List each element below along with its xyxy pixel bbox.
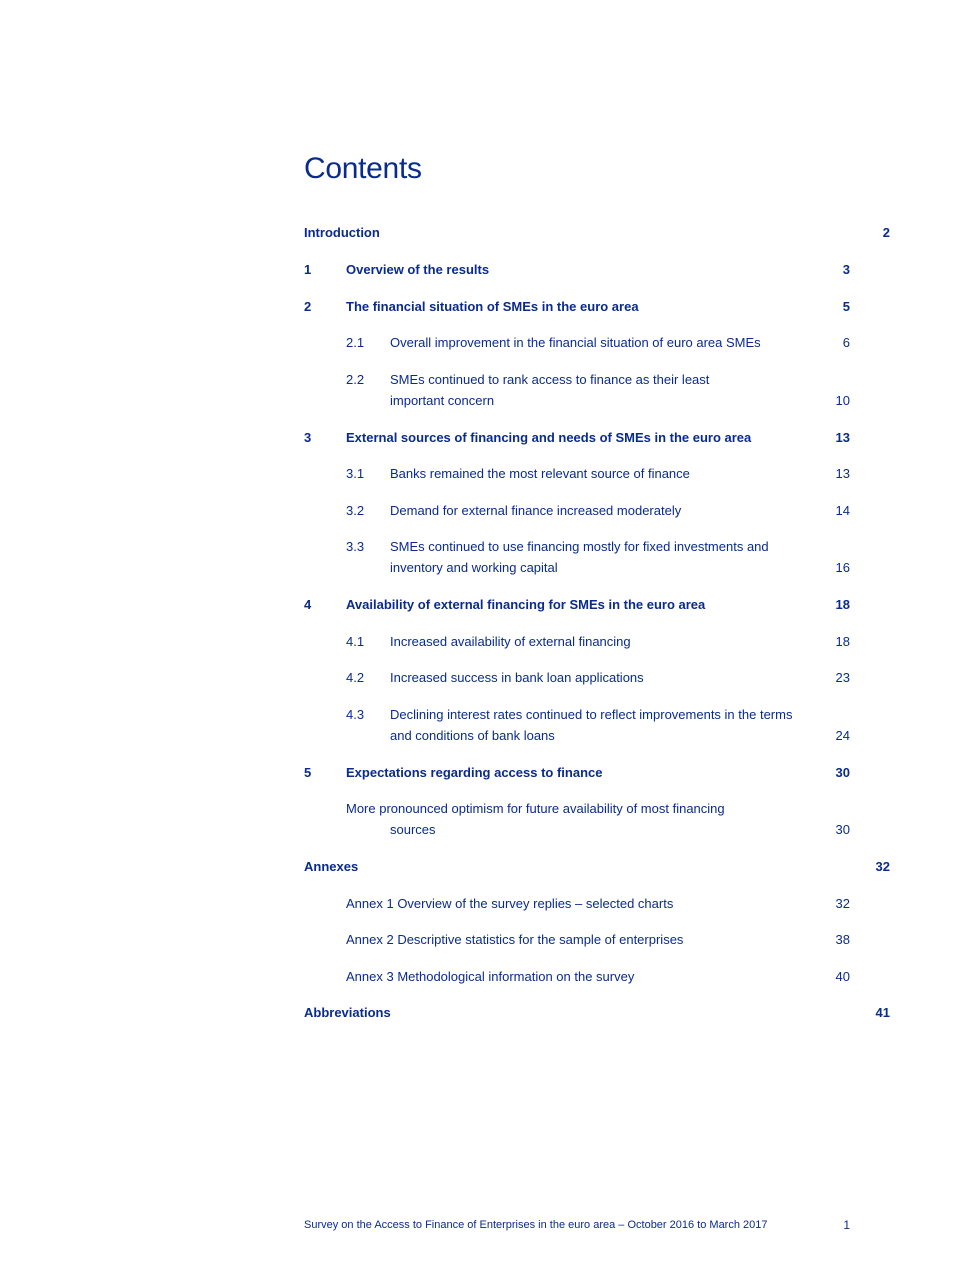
toc-label: Abbreviations [304,1005,391,1020]
toc-page: 14 [835,503,850,518]
toc-item-section-4-1[interactable] [304,631,850,652]
toc-item-annex-2[interactable] [304,929,850,950]
toc-page: 18 [835,634,850,649]
toc-page: 13 [835,430,850,445]
toc-number: 4.1 [346,634,365,649]
toc-number: 3.3 [346,539,365,554]
toc-number: 1 [304,262,312,277]
toc-item-section-2-2[interactable] [304,369,850,411]
toc-item-annexes[interactable] [304,856,890,877]
toc-label: Availability of external financing for SMEs in the euro area [346,597,706,612]
toc-item-section-3-3[interactable] [304,536,850,578]
toc-item-section-3-1[interactable] [304,463,850,484]
toc-item-abbreviations[interactable] [304,1002,890,1023]
toc-number: 3 [304,430,312,445]
toc-label: The financial situation of SMEs in the euro area [346,299,639,314]
toc-item-section-1[interactable] [304,259,850,280]
toc-label: Introduction [304,225,380,240]
footer-page-number: 1 [843,1218,850,1232]
toc-page: 30 [835,822,850,837]
toc-number: 3.1 [346,466,365,481]
toc-label: Declining interest rates continued to reflect improvements in the terms and conditions of bank loans [390,707,793,743]
toc-item-section-3-2[interactable] [304,500,850,521]
toc-label-line: sources [390,822,436,837]
toc-label: SMEs continued to rank access to finance as their least important concern [390,372,710,408]
toc-label: Annexes [304,859,359,874]
toc-item-section-4-3[interactable] [304,704,850,746]
toc-page: 32 [835,896,850,911]
toc-item-annex-1[interactable] [304,893,850,914]
toc-page: 40 [835,969,850,984]
toc-page: 30 [835,765,850,780]
toc-label: Demand for external finance increased moderately [390,503,682,518]
toc-page: 32 [875,859,890,874]
toc-page: 38 [835,932,850,947]
toc-label: Increased availability of external financing [390,634,631,649]
toc-item-section-4-2[interactable] [304,667,850,688]
toc-item-section-5[interactable] [304,762,850,783]
toc-page: 10 [835,393,850,408]
toc-page: 23 [835,670,850,685]
toc-label-line: More pronounced optimism for future availability of most financing [346,801,725,816]
toc-label: SMEs continued to use financing mostly for fixed investments and inventory and working capital [390,539,769,575]
toc-label: Annex 1 Overview of the survey replies – selected charts [346,896,674,911]
toc-number: 5 [304,765,312,780]
toc-label: Increased success in bank loan applications [390,670,644,685]
toc-label: Annex 3 Methodological information on the survey [346,969,635,984]
toc-item-section-5-sub[interactable] [304,798,850,840]
toc-page: 6 [842,335,850,350]
toc-item-annex-3[interactable] [304,966,850,987]
toc-item-section-2[interactable] [304,296,850,317]
footer-text: Survey on the Access to Finance of Enterprises in the euro area – October 2016 to March 2017 [304,1219,768,1231]
toc-number: 2.1 [346,335,365,350]
toc-page: 3 [842,262,850,277]
toc-item-section-2-1[interactable] [304,332,850,353]
toc-label: Annex 2 Descriptive statistics for the sample of enterprises [346,932,684,947]
toc-item-section-4[interactable] [304,594,850,615]
toc-label: Banks remained the most relevant source of finance [390,466,690,481]
toc-number: 2 [304,299,312,314]
toc-item-introduction[interactable] [304,222,890,243]
toc-page: 2 [882,225,890,240]
toc-number: 3.2 [346,503,365,518]
toc-label: Overall improvement in the financial situation of euro area SMEs [390,335,761,350]
toc-number: 2.2 [346,372,365,387]
toc-page: 41 [875,1005,890,1020]
toc-label: Overview of the results [346,262,490,277]
toc-page: 5 [842,299,850,314]
toc-label: External sources of financing and needs of SMEs in the euro area [346,430,752,445]
toc-page: 13 [835,466,850,481]
toc-page: 24 [835,728,850,743]
toc-page: 16 [835,560,850,575]
toc-number: 4.2 [346,670,365,685]
toc-number: 4 [304,597,312,612]
toc-item-section-3[interactable] [304,427,850,448]
page-title: Contents [304,152,422,185]
toc-page: 18 [835,597,850,612]
toc-label [346,798,850,840]
toc-number: 4.3 [346,707,365,722]
page-footer [304,1218,850,1233]
toc-label: Expectations regarding access to finance [346,765,603,780]
